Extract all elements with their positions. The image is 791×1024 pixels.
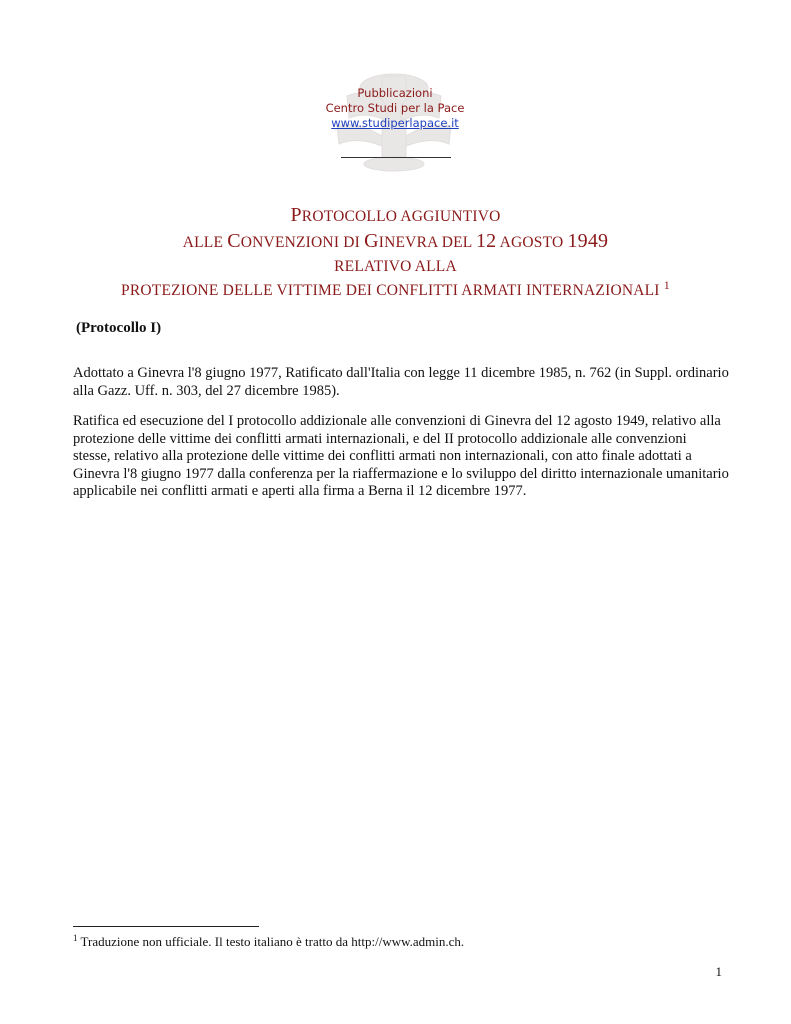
- ratification-paragraph: [73, 413, 729, 501]
- paragraph-line: alla Gazz. Uff. n. 303, del 27 dicembre 1985).: [73, 382, 340, 399]
- letterhead-divider: [341, 157, 451, 158]
- footnote-marker: 1: [73, 932, 78, 943]
- document-title: [40, 203, 751, 303]
- title-line-2: ALLE CONVENZIONI DI GINEVRA DEL 12 AGOSTO 1949: [182, 230, 609, 252]
- letterhead: [295, 62, 495, 174]
- title-line-3: RELATIVO ALLA: [334, 258, 457, 275]
- paragraph-line: applicabile nei conflitti armati e aperti alla firma a Berna il 12 dicembre 1977.: [73, 483, 527, 499]
- protocol-subtitle: (Protocollo I): [76, 320, 162, 336]
- footnote: [73, 934, 464, 950]
- adoption-paragraph: [73, 365, 729, 400]
- footnote-text: Traduzione non ufficiale. Il testo italiano è tratto da http://www.admin.ch.: [80, 934, 465, 949]
- title-footnote-ref[interactable]: 1: [663, 277, 670, 292]
- paragraph-line: stesse, relativo alla protezione delle vittime dei conflitti armati non internazionali, con atto finale adottati a: [73, 448, 692, 464]
- title-line-4: PROTEZIONE DELLE VITTIME DEI CONFLITTI ARMATI INTERNAZIONALI $^1$: [121, 277, 670, 299]
- page-number: 1: [715, 964, 722, 979]
- publisher-label: Pubblicazioni: [357, 86, 433, 100]
- paragraph-line: protezione delle vittime dei conflitti armati internazionali, e del II protocollo addizionale alle convenzioni: [73, 430, 687, 447]
- paragraph-line: Ginevra l'8 giugno 1977 dalla conferenza per la riaffermazione e lo sviluppo del diritto internazionale umanitario: [73, 465, 729, 482]
- title-line-1: PROTOCOLLO AGGIUNTIVO: [290, 204, 501, 226]
- publisher-name: Centro Studi per la Pace: [325, 101, 465, 115]
- publisher-website-link[interactable]: www.studiperlapace.it: [331, 116, 459, 130]
- paragraph-line: Adottato a Ginevra l'8 giugno 1977, Ratificato dall'Italia con legge 11 dicembre 1985, n. 762 (in Suppl. ordinario: [73, 365, 729, 381]
- paragraph-line: Ratifica ed esecuzione del I protocollo addizionale alle convenzioni di Ginevra del 12 agosto 1949, relativo alla: [73, 413, 721, 429]
- footnote-separator: [73, 926, 259, 927]
